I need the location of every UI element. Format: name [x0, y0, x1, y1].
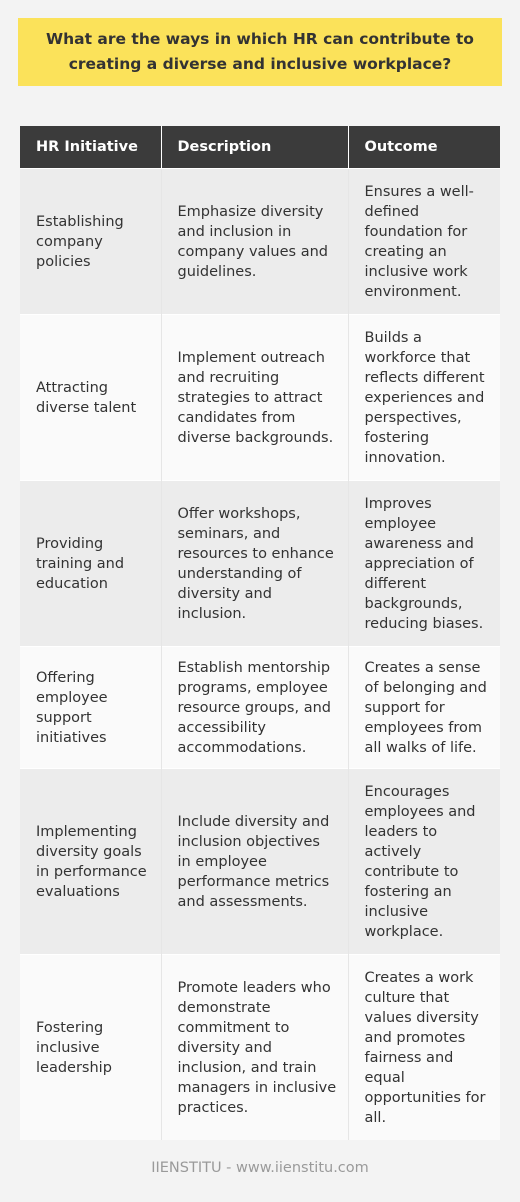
table-header [20, 126, 500, 169]
cell-outcome: Ensures a well-defined foundation for creating an inclusive work environment. [348, 169, 500, 315]
table-row [20, 481, 500, 647]
hr-initiatives-table [20, 126, 500, 1140]
cell-outcome: Builds a workforce that reflects different experiences and perspectives, fostering innovation. [348, 315, 500, 481]
cell-description: Include diversity and inclusion objectives in employee performance metrics and assessments. [161, 769, 348, 955]
table-row [20, 647, 500, 769]
cell-initiative: Offering employee support initiatives [20, 647, 161, 769]
cell-outcome: Improves employee awareness and appreciation of different backgrounds, reducing biases. [348, 481, 500, 647]
table-row [20, 169, 500, 315]
cell-description: Establish mentorship programs, employee resource groups, and accessibility accommodations. [161, 647, 348, 769]
table-row [20, 315, 500, 481]
cell-initiative: Fostering inclusive leadership [20, 955, 161, 1141]
cell-initiative: Establishing company policies [20, 169, 161, 315]
table-row [20, 769, 500, 955]
page-title: What are the ways in which HR can contribute to creating a diverse and inclusive workplace? [18, 18, 502, 86]
cell-outcome: Creates a work culture that values diversity and promotes fairness and equal opportunities for all. [348, 955, 500, 1141]
cell-description: Promote leaders who demonstrate commitment to diversity and inclusion, and train managers in inclusive practices. [161, 955, 348, 1141]
header-hr-initiative: HR Initiative [20, 126, 161, 169]
cell-description: Implement outreach and recruiting strategies to attract candidates from diverse backgrounds. [161, 315, 348, 481]
cell-outcome: Creates a sense of belonging and support for employees from all walks of life. [348, 647, 500, 769]
cell-outcome: Encourages employees and leaders to actively contribute to fostering an inclusive workplace. [348, 769, 500, 955]
cell-description: Emphasize diversity and inclusion in company values and guidelines. [161, 169, 348, 315]
footer-credit: IIENSTITU - www.iienstitu.com [151, 1160, 369, 1176]
header-outcome: Outcome [348, 126, 500, 169]
cell-initiative: Implementing diversity goals in performance evaluations [20, 769, 161, 955]
table-row [20, 955, 500, 1141]
cell-initiative: Providing training and education [20, 481, 161, 647]
cell-initiative: Attracting diverse talent [20, 315, 161, 481]
cell-description: Offer workshops, seminars, and resources to enhance understanding of diversity and inclusion. [161, 481, 348, 647]
header-description: Description [161, 126, 348, 169]
